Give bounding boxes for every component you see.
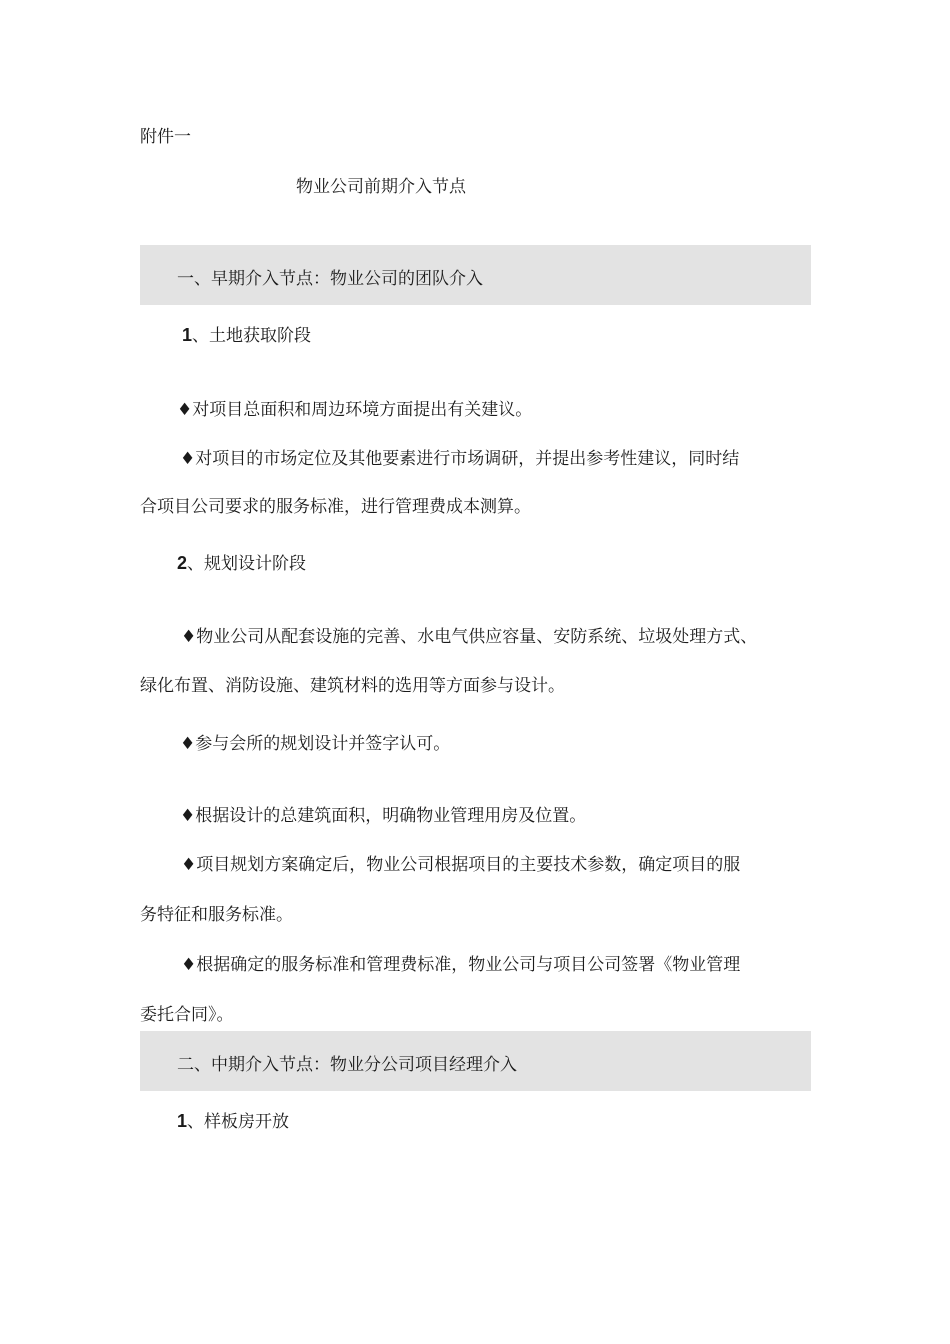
subsection-number: 1 (177, 1111, 188, 1131)
paragraph-line: ♦对项目的市场定位及其他要素进行市场调研，并提出参考性建议，同时结 (180, 449, 740, 469)
paragraph-line: ♦物业公司从配套设施的完善、水电气供应容量、安防系统、垃圾处理方式、 (181, 627, 758, 647)
subsection-number: 1 (182, 325, 193, 345)
section-2-heading: 二、中期介入节点：物业分公司项目经理介入 (177, 1055, 517, 1075)
subsection-label: 、样板房开放 (187, 1112, 290, 1132)
paragraph-line: 绿化布置、消防设施、建筑材料的选用等方面参与设计。 (140, 676, 565, 696)
paragraph-line: ♦项目规划方案确定后，物业公司根据项目的主要技术参数，确定项目的服 (181, 855, 741, 875)
paragraph-line: 委托合同》。 (140, 1005, 234, 1025)
subsection-number: 2 (177, 553, 188, 573)
subsection-1-1-heading (182, 324, 311, 347)
subsection-label: 、土地获取阶段 (192, 326, 312, 346)
subsection-1-2-heading (177, 552, 306, 575)
subsection-label: 、规划设计阶段 (187, 554, 307, 574)
paragraph-line: 合项目公司要求的服务标准，进行管理费成本测算。 (140, 497, 531, 517)
paragraph-line: ♦根据设计的总建筑面积，明确物业管理用房及位置。 (180, 806, 587, 826)
attachment-label: 附件一 (140, 127, 191, 147)
doc-title: 物业公司前期介入节点 (296, 177, 466, 197)
section-1-heading: 一、早期介入节点：物业公司的团队介入 (177, 269, 483, 289)
paragraph-line: ♦参与会所的规划设计并签字认可。 (180, 734, 451, 754)
paragraph-line: ♦根据确定的服务标准和管理费标准，物业公司与项目公司签署《物业管理 (181, 955, 741, 975)
paragraph-line: 务特征和服务标准。 (140, 905, 293, 925)
section-2-band (140, 1031, 811, 1091)
paragraph-line: ♦对项目总面积和周边环境方面提出有关建议。 (177, 400, 533, 420)
subsection-2-1-heading (177, 1110, 289, 1133)
section-1-band (140, 245, 811, 305)
